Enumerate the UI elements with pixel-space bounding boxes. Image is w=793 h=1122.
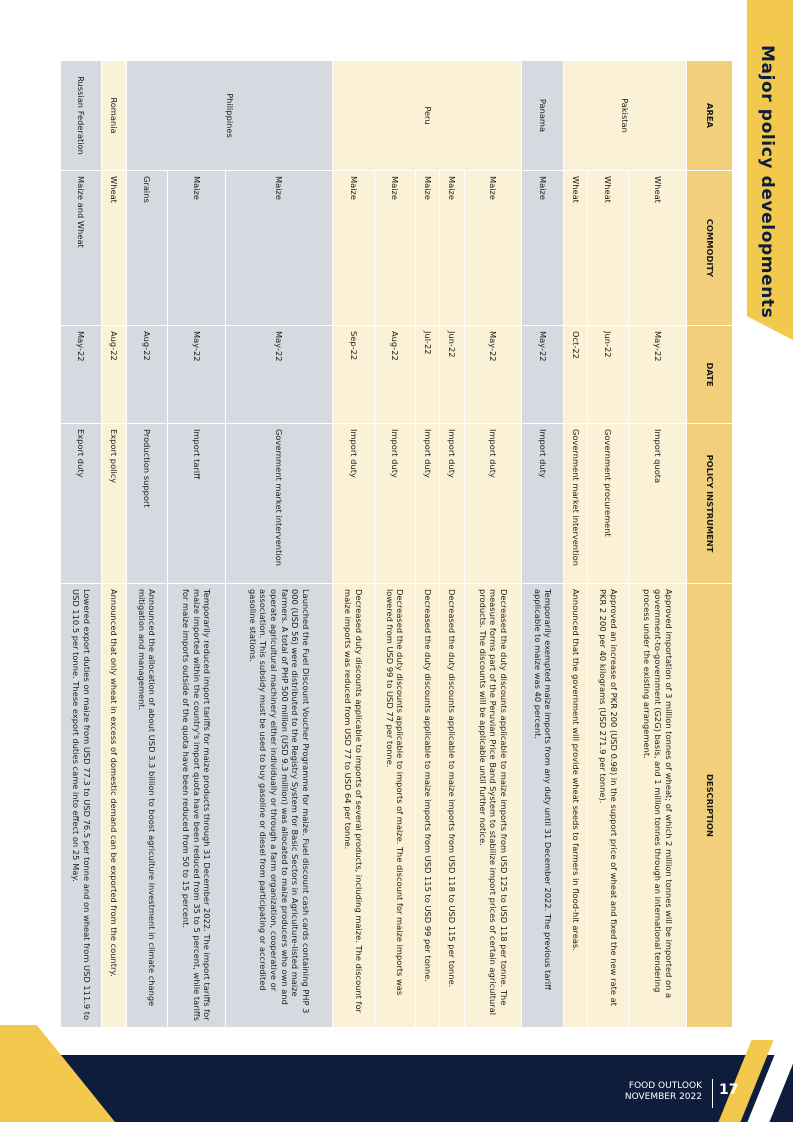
table-row [374,61,415,1028]
description-cell: Announced that only wheat in excess of domestic demand can be exported from the country. [102,584,126,1028]
header-date: DATE [687,326,733,424]
policy-cell: Government procurement [588,424,629,584]
date-cell: Jul-22 [415,326,439,424]
policy-table [60,60,733,1028]
date-cell: Aug-22 [126,326,167,424]
footer-divider [712,1079,713,1108]
commodity-cell: Maize [374,171,415,326]
commodity-cell: Maize and Wheat [61,171,102,326]
policy-cell: Government market intervention [563,424,587,584]
date-cell: Aug-22 [374,326,415,424]
description-cell: Approved an increase of PKR 200 (USD 0.98) in the support price of wheat and fixed the new rate at PKR 2 200 per 40 kilograms (USD 271.9 per tonne). [588,584,629,1028]
date-cell: Sep-22 [333,326,374,424]
description-cell: Decreased the duty discounts applicable to maize imports from USD 125 to USD 118 per tonne. The measure forms part of the Peruvian Price Band System to stabilize import prices of certain agricultural products. The discounts will be applicable until further notice. [464,584,522,1028]
policy-cell: Import duty [374,424,415,584]
commodity-cell: Maize [415,171,439,326]
policy-cell: Export policy [102,424,126,584]
header-commodity: COMMODITY [687,171,733,326]
commodity-cell: Maize [225,171,333,326]
date-cell: May-22 [464,326,522,424]
header-area: AREA [687,61,733,171]
date-cell: May-22 [61,326,102,424]
description-cell: Decreased the duty discounts applicable to maize imports from USD 115 to USD 99 per tonne. [415,584,439,1028]
header-description: DESCRIPTION [687,584,733,1028]
policy-cell: Import duty [333,424,374,584]
date-cell: May-22 [225,326,333,424]
policy-cell: Import quota [629,424,687,584]
table-row [415,61,439,1028]
commodity-cell: Wheat [588,171,629,326]
date-cell: Aug-22 [102,326,126,424]
description-cell: Decreased the duty discounts applicable to imports of maize. The discount for maize imports was lowered from USD 99 to USD 77 per tonne. [374,584,415,1028]
date-cell: Oct-22 [563,326,587,424]
commodity-cell: Wheat [629,171,687,326]
commodity-cell: Maize [522,171,563,326]
description-cell: Announced the allocation of about USD 3.3 billion to boost agriculture investment in climate change mitigation and management. [126,584,167,1028]
table-row [629,61,687,1028]
footer-title: FOOD OUTLOOK [628,1081,702,1091]
table-row [522,61,563,1028]
page-number: 17 [719,1082,739,1098]
area-cell: Pakistan [563,61,686,171]
date-cell: May-22 [167,326,225,424]
table-row [126,61,167,1028]
commodity-cell: Wheat [563,171,587,326]
commodity-cell: Wheat [102,171,126,326]
policy-cell: Import duty [415,424,439,584]
area-cell: Romania [102,61,126,171]
area-cell: Russian Federation [61,61,102,171]
date-cell: Jun-22 [440,326,464,424]
table-row [440,61,464,1028]
policy-cell: Import duty [522,424,563,584]
date-cell: May-22 [522,326,563,424]
table-row [102,61,126,1028]
description-cell: Lowered export duties on maize from USD 77.3 to USD 76.5 per tonne and on wheat from USD 111.9 to USD 110.5 per tonne. These export duties came into effect on 25 May. [61,584,102,1028]
area-cell: Peru [333,61,522,171]
description-cell: Approved importation of 3 million tonnes of wheat; of which 2 million tonnes will be imported on a government-to-government (G2G) basis, and 1 million tonnes through an international tendering process under the existing arrangement. [629,584,687,1028]
description-cell: Decreased the duty discounts applicable to maize imports from USD 118 to USD 115 per tonne. [440,584,464,1028]
commodity-cell: Maize [333,171,374,326]
commodity-cell: Maize [464,171,522,326]
policy-cell: Import tariff [167,424,225,584]
header-policy-instrument: POLICY INSTRUMENT [687,424,733,584]
description-cell: Decreased duty discounts applicable to imports of several products, including maize. The discount for maize imports was reduced from USD 77 to USD 64 per tonne. [333,584,374,1028]
policy-cell: Import duty [440,424,464,584]
policy-cell: Government market intervention [225,424,333,584]
policy-cell: Export duty [61,424,102,584]
table-header-row [687,61,733,1028]
commodity-cell: Maize [167,171,225,326]
table-row [167,61,225,1028]
table-row [61,61,102,1028]
section-title: Major policy developments [757,45,777,319]
table-row [464,61,522,1028]
table-row [225,61,333,1028]
area-cell: Philippines [126,61,333,171]
table-row [563,61,587,1028]
policy-cell: Production support [126,424,167,584]
table-row [333,61,374,1028]
commodity-cell: Maize [440,171,464,326]
footer-date: NOVEMBER 2022 [624,1092,702,1103]
area-cell: Panama [522,61,563,171]
description-cell: Temporarily reduced import tariffs for maize products through 31 December 2022. The import tariffs for maize imported within the country's import quota have been reduced from 35 to 5 percent, while tariffs for maize imports outside of the quota have been reduced from 50 to 15 percent. [167,584,225,1028]
commodity-cell: Grains [126,171,167,326]
description-cell: Temporarily exempted maize imports from any duty until 31 December 2022. The previous tariff applicable to maize was 40 percent. [522,584,563,1028]
date-cell: Jun-22 [588,326,629,424]
date-cell: May-22 [629,326,687,424]
policy-table-container [60,60,733,1027]
description-cell: Launched the Fuel Discount Voucher Programme for maize. Fuel discount cash cards containing PHP 3 000 (USD 56) were distributed to the Registry System for Basic Sectors in Agriculture-listed maize farmers. A total of PHP 500 million (USD 9.3 million) was allocated to maize producers who own and operate agricultural machinery either individually or through a farm organization, cooperative or association. This subsidy must be used to buy gasoline or diesel from participating or accredited gasoline stations. [225,584,333,1028]
table-row [588,61,629,1028]
footer-publication [560,1081,702,1104]
policy-cell: Import duty [464,424,522,584]
description-cell: Announced that the government will provide wheat seeds to farmers in flood-hit areas. [563,584,587,1028]
